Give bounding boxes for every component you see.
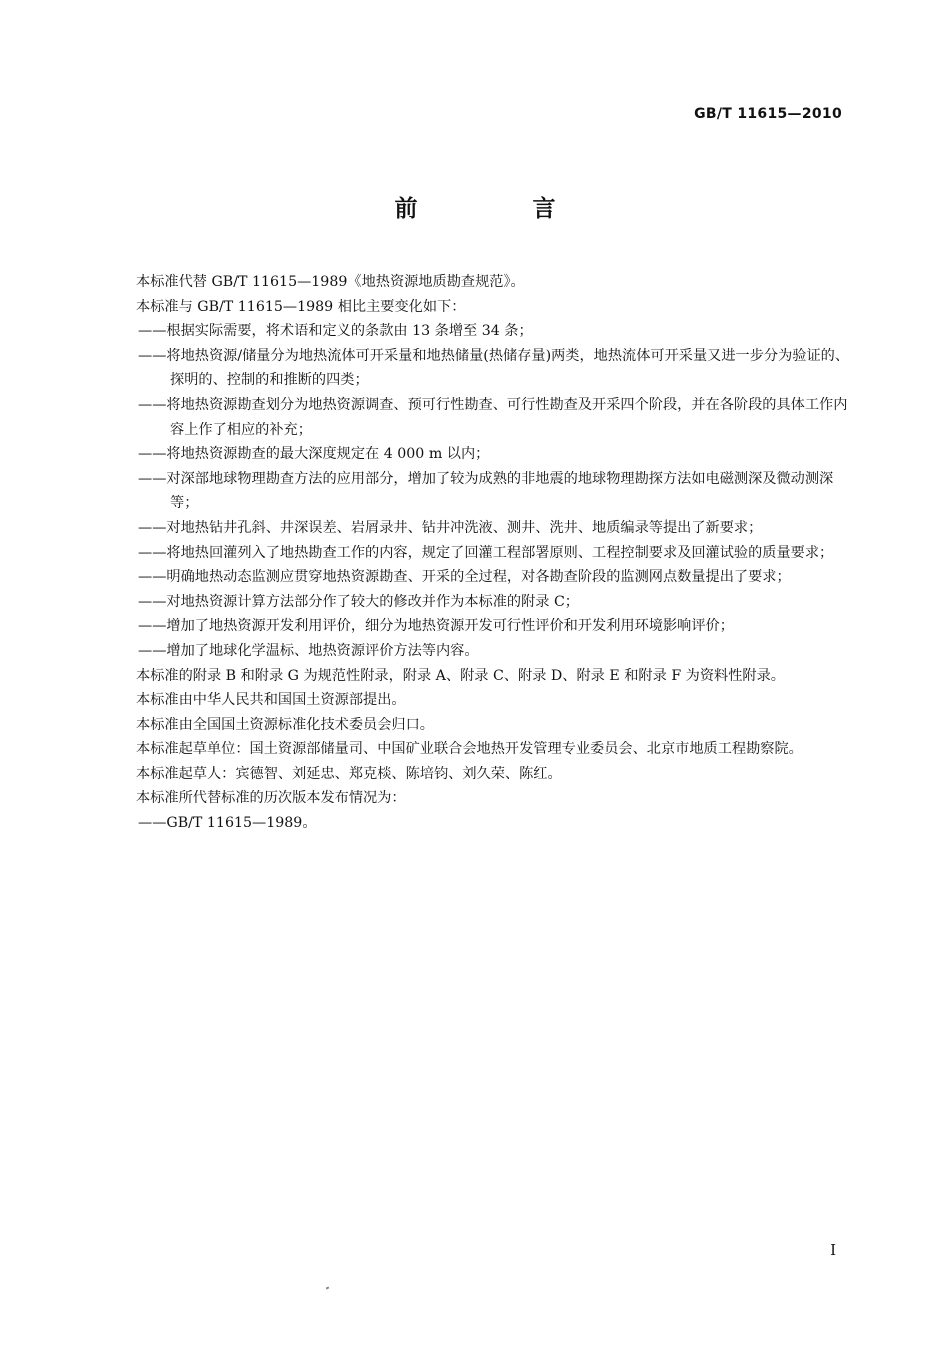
change-item: ——将地热回灌列入了地热勘查工作的内容，规定了回灌工程部署原则、工程控制要求及回灌试验的质量要求； [138, 544, 834, 561]
change-item: ——将地热资源/储量分为地热流体可开采量和地热储量(热储存量)两类，地热流体可开采量又进一步分为验证的、探明的、控制的和推断的四类； [138, 347, 850, 389]
change-item: ——明确地热动态监测应贯穿地热资源勘查、开采的全过程，对各勘查阶段的监测网点数量提出了要求； [138, 569, 791, 586]
paragraph-proposed-by: 本标准由中华人民共和国国土资源部提出。 [136, 692, 406, 709]
page-title: 前 言 [394, 196, 602, 222]
change-item: ——对深部地球物理勘查方法的应用部分，增加了较为成熟的非地震的地球物理勘探方法如电磁测深及微动测深等； [138, 470, 834, 512]
change-item: ——将地热资源勘查划分为地热资源调查、预可行性勘查、可行性勘查及开采四个阶段，并在各阶段的具体工作内容上作了相应的补充； [138, 396, 848, 438]
page-number: I [830, 1241, 836, 1259]
change-item: ——对地热资源计算方法部分作了较大的修改并作为本标准的附录 C； [138, 593, 579, 610]
scan-speck [326, 1286, 330, 1289]
foreword-body [104, 270, 850, 836]
change-item: ——增加了地热资源开发利用评价，细分为地热资源开发可行性评价和开发利用环境影响评价； [138, 618, 734, 635]
history-item: ——GB/T 11615—1989。 [138, 815, 317, 832]
paragraph-committee: 本标准由全国国土资源标准化技术委员会归口。 [136, 716, 434, 733]
change-item: ——增加了地球化学温标、地热资源评价方法等内容。 [138, 642, 479, 659]
paragraph-changes-intro: 本标准与 GB/T 11615—1989 相比主要变化如下： [136, 298, 466, 315]
paragraph-history-intro: 本标准所代替标准的历次版本发布情况为： [136, 790, 406, 807]
change-item: ——将地热资源勘查的最大深度规定在 4 000 m 以内； [138, 446, 490, 463]
standard-number: GB/T 11615—2010 [694, 106, 842, 122]
paragraph-annexes: 本标准的附录 B 和附录 G 为规范性附录，附录 A、附录 C、附录 D、附录 E 和附录 F 为资料性附录。 [136, 667, 785, 684]
change-item: ——根据实际需要，将术语和定义的条款由 13 条增至 34 条； [138, 323, 533, 340]
paragraph-replaces: 本标准代替 GB/T 11615—1989《地热资源地质勘查规范》。 [136, 274, 525, 290]
change-item: ——对地热钻井孔斜、井深误差、岩屑录井、钻井冲洗液、测井、洗井、地质编录等提出了新要求； [138, 519, 763, 536]
paragraph-drafters: 本标准起草人：宾德智、刘延忠、郑克棪、陈培钧、刘久荣、陈红。 [136, 765, 562, 782]
paragraph-drafting-units: 本标准起草单位：国土资源部储量司、中国矿业联合会地热开发管理专业委员会、北京市地质工程勘察院。 [136, 741, 803, 758]
